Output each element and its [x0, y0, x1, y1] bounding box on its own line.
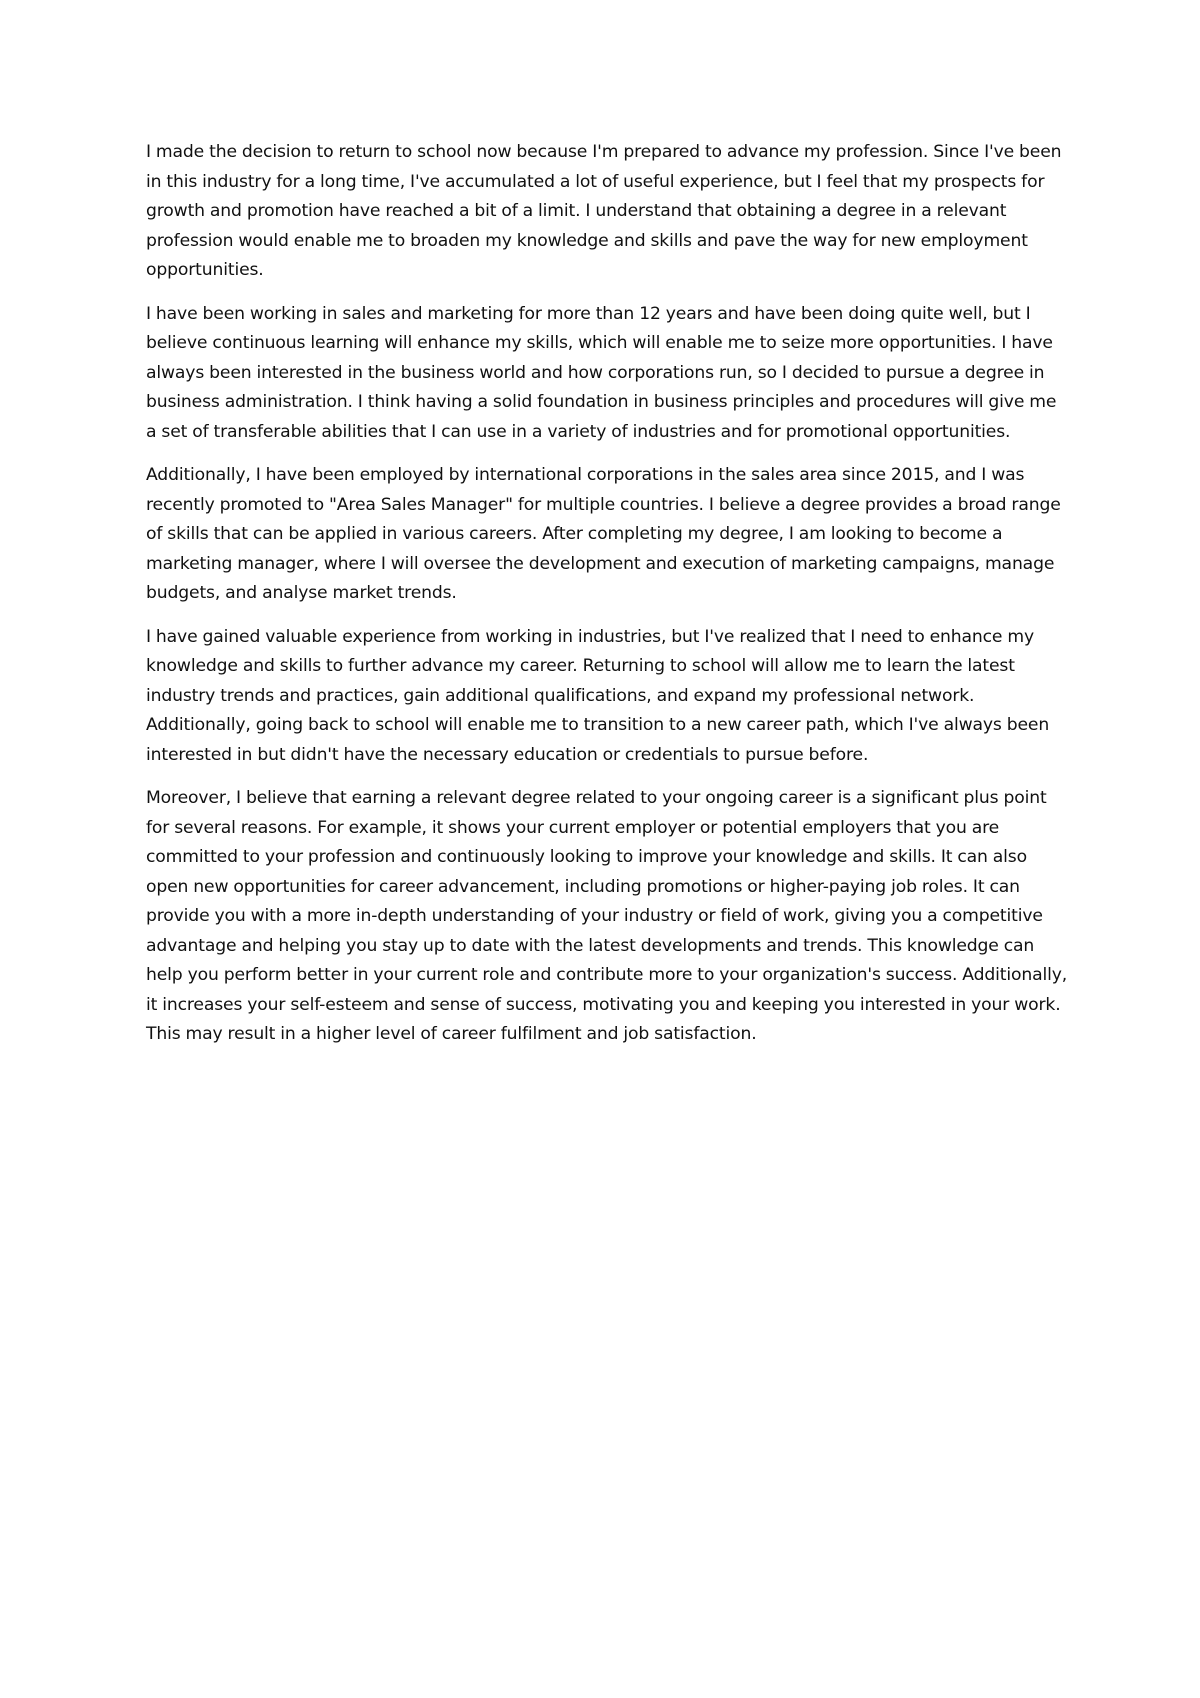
paragraph-4: I have gained valuable experience from working in industries, but I've realized that I need to enhance my knowledge and skills to further advance my career. Returning to school will allow me to learn the latest industry trends and practices, gain additional qualifications, and expand my professional network. Additionally, going back to school will enable me to transition to a new career path, which I've always been interested in but didn't have the necessary education or credentials to pursue before.	[146, 626, 1050, 765]
paragraph-3: Additionally, I have been employed by international corporations in the sales area since 2015, and I was recently promoted to "Area Sales Manager" for multiple countries. I believe a degree provides a broad range of skills that can be applied in various careers. After completing my degree, I am looking to become a marketing manager, where I will oversee the development and execution of marketing campaigns, manage budgets, and analyse market trends.	[146, 465, 1061, 603]
paragraph-5: Moreover, I believe that earning a relevant degree related to your ongoing career is a significant plus point for several reasons. For example, it shows your current employer or potential employers that you are committed to your profession and continuously looking to improve your knowledge and skills. It can also open new opportunities for career advancement, including promotions or higher-paying job roles. It can provide you with a more in-depth understanding of your industry or field of work, giving you a competitive advantage and helping you stay up to date with the latest developments and trends. This knowledge can help you perform better in your current role and contribute more to your organization's success. Additionally, it increases your self-esteem and sense of success, motivating you and keeping you interested in your work. This may result in a higher level of career fulfilment and job satisfaction.	[146, 788, 1068, 1044]
document-body	[146, 138, 1068, 1064]
paragraph-2: I have been working in sales and marketing for more than 12 years and have been doing quite well, but I believe continuous learning will enhance my skills, which will enable me to seize more opportunities. I have always been interested in the business world and how corporations run, so I decided to pursue a degree in business administration. I think having a solid foundation in business principles and procedures will give me a set of transferable abilities that I can use in a variety of industries and for promotional opportunities.	[146, 303, 1057, 442]
paragraph-1: I made the decision to return to school now because I'm prepared to advance my profession. Since I've been in this industry for a long time, I've accumulated a lot of useful experience, but I feel that my prospects for growth and promotion have reached a bit of a limit. I understand that obtaining a degree in a relevant profession would enable me to broaden my knowledge and skills and pave the way for new employment opportunities.	[146, 142, 1062, 280]
